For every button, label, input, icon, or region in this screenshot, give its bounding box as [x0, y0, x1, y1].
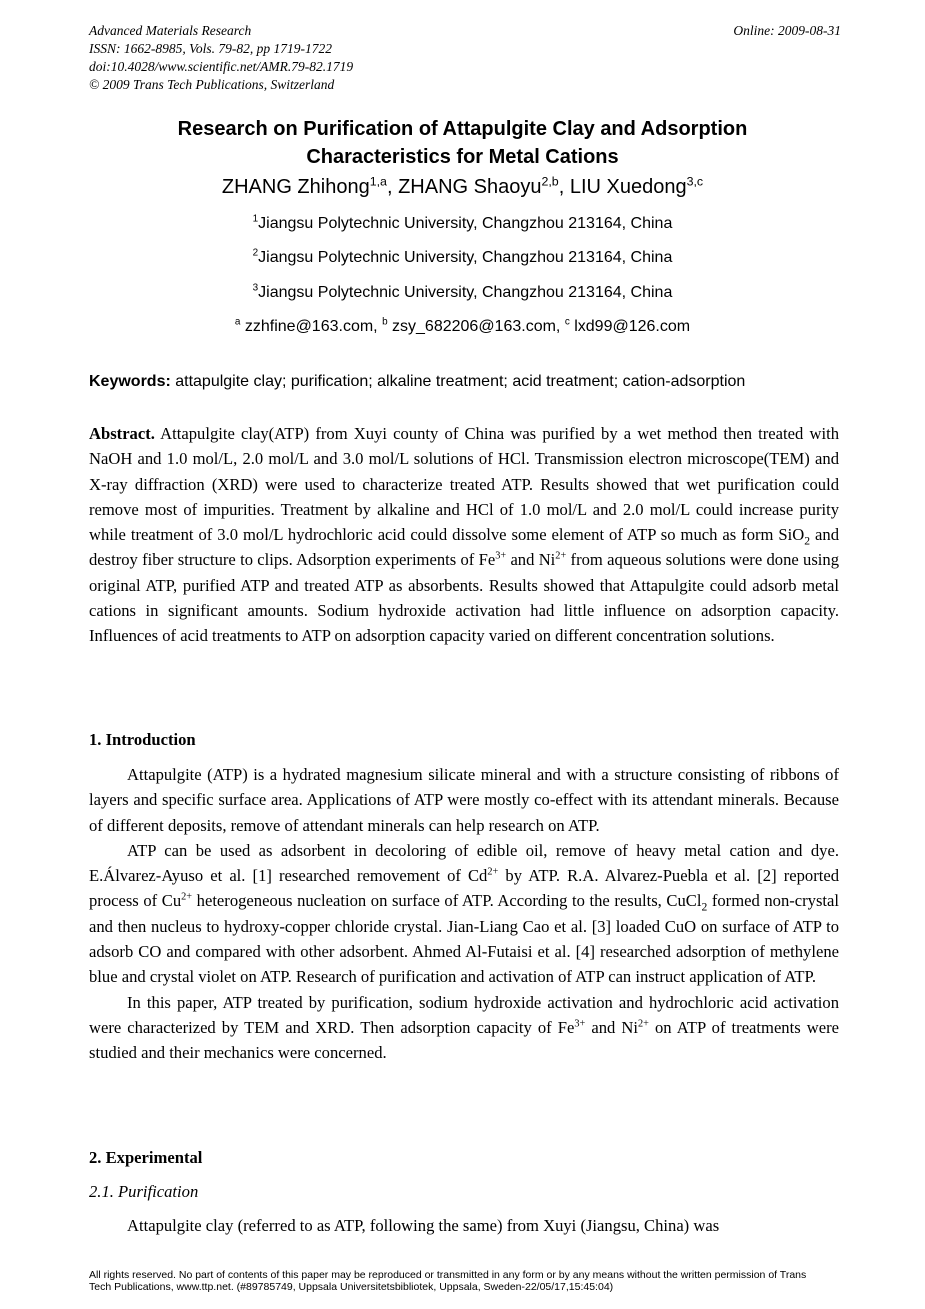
- affiliation-superscript: 3: [252, 282, 259, 294]
- email-list: [0, 317, 925, 337]
- subscript: 2: [701, 900, 708, 914]
- author-separator: ,: [386, 176, 399, 198]
- author-list: [0, 173, 925, 201]
- experimental-body: [89, 1213, 839, 1238]
- affiliation-text: Jiangsu Polytechnic University, Changzhou 213164, China: [258, 215, 673, 232]
- keywords-label: Keywords:: [89, 373, 171, 390]
- journal-name: Advanced Materials Research: [89, 23, 252, 38]
- email-superscript: c: [564, 316, 570, 328]
- affiliation-superscript: 2: [252, 247, 259, 259]
- keywords: [89, 372, 745, 392]
- author-separator: ,: [558, 176, 570, 198]
- author-name: ZHANG Zhihong: [221, 176, 370, 198]
- paragraph: [89, 838, 839, 990]
- introduction-body: [89, 762, 839, 1066]
- doi-link[interactable]: doi:10.4028/www.scientific.net/AMR.79-82.1719: [89, 59, 354, 74]
- affiliation: [0, 214, 925, 234]
- paper-title-line2: Characteristics for Metal Cations: [306, 146, 619, 168]
- superscript: 2+: [555, 550, 567, 562]
- affiliation-superscript: 1: [252, 213, 259, 225]
- paragraph-text: ATP can be used as adsorbent in decoloring of edible oil, remove of heavy metal cation and dye. E.Álvarez-Ayuso et al. [1] researched removement of Cd: [89, 840, 839, 886]
- paragraph-text: formed non-crystal and then nucleus to hydroxy-copper chloride crystal. Jian-Liang Cao et al. [3] loaded CuO on surface of ATP to adsorb CO and compared with other adsorbent. Ahmed Al-Futaisi et al. [4] researched adsorption of methylene blue and crystal violet on ATP. Research of purification and activation of ATP can instruct application of ATP.: [89, 891, 839, 987]
- paragraph-text: on ATP of treatments were studied and their mechanics were concerned.: [89, 1017, 839, 1063]
- affiliation: [0, 283, 925, 303]
- superscript: 3+: [574, 1018, 586, 1030]
- author-name: LIU Xuedong: [569, 176, 687, 198]
- superscript: 3+: [495, 550, 507, 562]
- email-superscript: b: [382, 316, 388, 328]
- subsection-heading-purification: 2.1. Purification: [89, 1182, 199, 1201]
- superscript: 2+: [637, 1018, 649, 1030]
- section-heading-introduction: 1. Introduction: [89, 730, 196, 749]
- journal-header: [89, 22, 353, 94]
- footer-line: Tech Publications, www.ttp.net. (#89785749, Uppsala Universitetsbibliotek, Uppsala, Sweden-22/05/17,15:45:04): [89, 1281, 614, 1293]
- paragraph: Attapulgite (ATP) is a hydrated magnesium silicate mineral and with a structure consisting of ribbons of layers and specific surface area. Applications of ATP were mostly co-effect with its attendant minerals. Because of different deposits, remove of attendant minerals can help research on ATP.: [89, 765, 839, 835]
- abstract-label: Abstract.: [89, 424, 155, 443]
- paper-title: [0, 115, 925, 171]
- section-heading-experimental: 2. Experimental: [89, 1148, 203, 1167]
- paragraph-text: and Ni: [585, 1017, 638, 1037]
- affiliation-text: Jiangsu Polytechnic University, Changzhou 213164, China: [258, 284, 673, 301]
- superscript: 2+: [181, 891, 193, 903]
- abstract-text: Attapulgite clay(ATP) from Xuyi county of China was purified by a wet method then treated with NaOH and 1.0 mol/L, 2.0 mol/L and 3.0 mol/L solutions of HCl. Transmission electron microscope(TEM) and X-ray diffraction (XRD) were used to characterize treated ATP. Results showed that wet purification could remove most of impurities. Treatment by alkaline and HCl of 1.0 mol/L and 2.0 mol/L could increase purity while treatment of 3.0 mol/L hydrochloric acid could dissolve some element of ATP so much as form SiO: [89, 424, 839, 545]
- paragraph: Attapulgite clay (referred to as ATP, following the same) from Xuyi (Jiangsu, China) was: [127, 1216, 720, 1235]
- affiliation-text: Jiangsu Polytechnic University, Changzhou 213164, China: [258, 249, 673, 266]
- author-superscript: 1,a: [369, 174, 387, 189]
- email-link[interactable]: zzhfine@163.com,: [240, 318, 383, 335]
- keywords-text: attapulgite clay; purification; alkaline treatment; acid treatment; cation-adsorption: [170, 373, 746, 390]
- email-link[interactable]: zsy_682206@163.com,: [387, 318, 565, 335]
- copyright: © 2009 Trans Tech Publications, Switzerland: [89, 77, 335, 92]
- paper-title-line1: Research on Purification of Attapulgite Clay and Adsorption: [177, 118, 748, 140]
- affiliation: [0, 248, 925, 268]
- subscript: 2: [804, 534, 811, 548]
- paragraph-text: heterogeneous nucleation on surface of ATP. According to the results, CuCl: [192, 891, 702, 911]
- abstract: [89, 421, 839, 649]
- abstract-text: and destroy fiber structure to clips. Adsorption experiments of Fe: [89, 525, 840, 570]
- paragraph-text: In this paper, ATP treated by purification, sodium hydroxide activation and hydrochloric acid activation were characterized by TEM and XRD. Then adsorption capacity of Fe: [89, 992, 839, 1037]
- paragraph-text: by ATP. R.A. Alvarez-Puebla et al. [2] reported process of Cu: [89, 866, 839, 911]
- email-superscript: a: [234, 316, 241, 328]
- copyright-footer: [89, 1269, 849, 1293]
- author-superscript: 3,c: [686, 174, 704, 189]
- superscript: 2+: [487, 866, 499, 878]
- abstract-text: from aqueous solutions were done using original ATP, purified ATP and treated ATP as absorbents. Results showed that Attapulgite could adsorb metal cations in significant amounts. Sodium hydroxide activation had little influence on adsorption capacity. Influences of acid treatments to ATP on adsorption capacity varied on different concentration solutions.: [89, 550, 839, 646]
- paragraph: [89, 990, 839, 1066]
- journal-issn: ISSN: 1662-8985, Vols. 79-82, pp 1719-1722: [89, 41, 332, 56]
- author-superscript: 2,b: [541, 174, 559, 189]
- email-link[interactable]: lxd99@126.com: [569, 318, 691, 335]
- author-name: ZHANG Shaoyu: [398, 176, 542, 198]
- abstract-text: and Ni: [506, 550, 556, 570]
- footer-line: All rights reserved. No part of contents of this paper may be reproduced or transmitted in any form or by any means without the written permission of Trans: [89, 1269, 807, 1281]
- online-date: Online: 2009-08-31: [733, 23, 841, 38]
